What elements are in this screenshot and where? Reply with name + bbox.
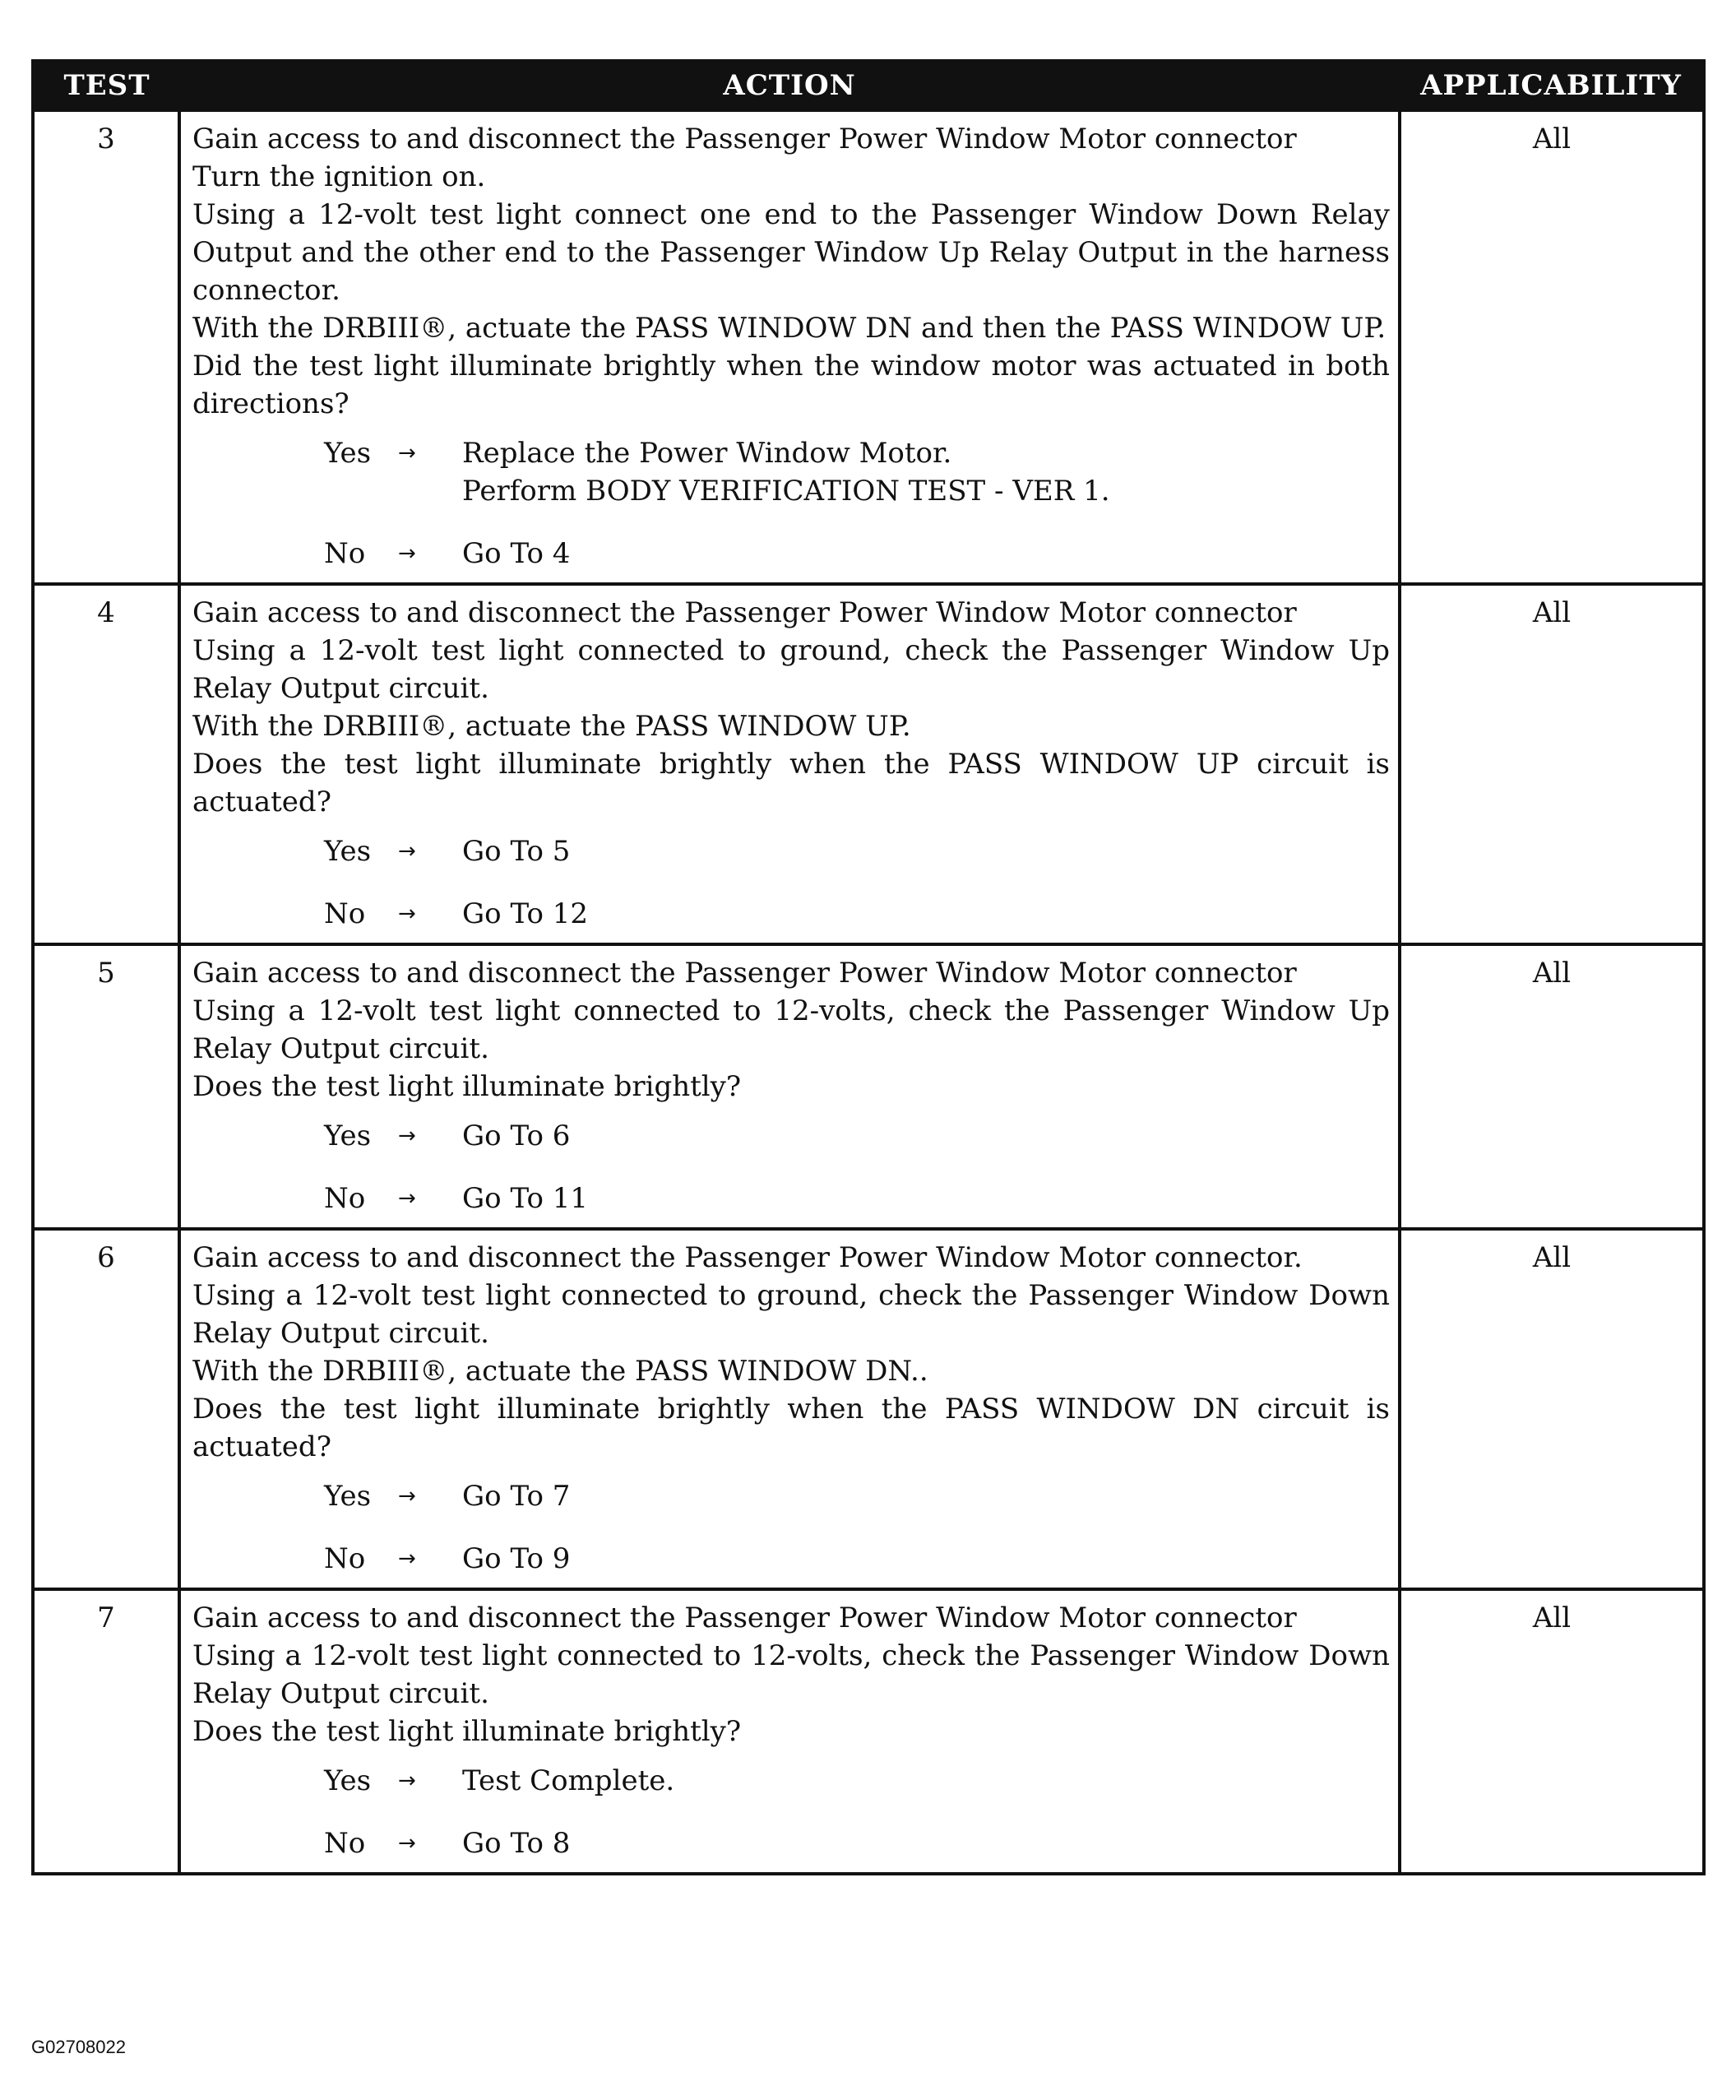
action-instruction: Using a 12-volt test light connected to 12-volts, check the Passenger Window Down Relay Output circuit. bbox=[192, 1639, 1390, 1710]
outcome-label: No bbox=[324, 1182, 366, 1215]
diagnostic-test-table-frame bbox=[31, 59, 1706, 1875]
test-number: 4 bbox=[35, 584, 179, 944]
table-row bbox=[35, 944, 1702, 1229]
outcome-yes bbox=[324, 1762, 1390, 1800]
outcome-result-line: Replace the Power Window Motor. bbox=[462, 437, 952, 470]
outcome-no bbox=[324, 535, 1390, 573]
header-applicability: APPLICABILITY bbox=[1400, 63, 1702, 110]
outcome-label: No bbox=[324, 537, 366, 570]
action-instruction: Does the test light illuminate brightly? bbox=[192, 1070, 742, 1103]
action-cell bbox=[179, 110, 1400, 584]
table-row bbox=[35, 584, 1702, 944]
action-instruction: Does the test light illuminate brightly when the PASS WINDOW UP circuit is actuated? bbox=[192, 748, 1390, 818]
arrow-right-icon: → bbox=[398, 1186, 416, 1211]
applicability-value: All bbox=[1400, 1229, 1702, 1589]
arrow-right-icon: → bbox=[398, 541, 416, 566]
action-instruction: With the DRBIII®, actuate the PASS WINDOW UP. bbox=[192, 710, 911, 743]
outcome-result-line: Go To 7 bbox=[462, 1480, 571, 1513]
outcome-result bbox=[462, 1477, 1390, 1515]
table-body bbox=[35, 110, 1702, 1872]
action-instruction: Does the test light illuminate brightly when the PASS WINDOW DN circuit is actuated? bbox=[192, 1393, 1390, 1463]
outcome-label: Yes bbox=[324, 1764, 372, 1797]
outcome-yes bbox=[324, 1117, 1390, 1155]
applicability-value: All bbox=[1400, 944, 1702, 1229]
outcome-yes bbox=[324, 832, 1390, 870]
table-row bbox=[35, 1229, 1702, 1589]
figure-id: G02708022 bbox=[31, 2037, 126, 2057]
outcome-result bbox=[462, 1117, 1390, 1155]
outcome-result-line: Go To 12 bbox=[462, 897, 589, 930]
outcome-result-line: Go To 11 bbox=[462, 1182, 589, 1215]
outcome-label: No bbox=[324, 1542, 366, 1575]
header-action: ACTION bbox=[179, 63, 1400, 110]
action-instruction: Gain access to and disconnect the Passenger Power Window Motor connector. bbox=[192, 1241, 1303, 1274]
action-instruction: Gain access to and disconnect the Passenger Power Window Motor connector bbox=[192, 1602, 1297, 1634]
action-instruction: Gain access to and disconnect the Passenger Power Window Motor connector bbox=[192, 596, 1297, 629]
action-instruction: With the DRBIII®, actuate the PASS WINDOW DN.. bbox=[192, 1355, 928, 1388]
test-number: 3 bbox=[35, 110, 179, 584]
outcome-result bbox=[462, 434, 1390, 510]
action-instruction: With the DRBIII®, actuate the PASS WINDOW DN and then the PASS WINDOW UP. bbox=[192, 312, 1386, 345]
outcome-label: No bbox=[324, 1827, 366, 1860]
outcome-result bbox=[462, 1540, 1390, 1578]
outcome-result bbox=[462, 1180, 1390, 1217]
outcome-result-line: Go To 4 bbox=[462, 537, 571, 570]
arrow-right-icon: → bbox=[398, 839, 416, 864]
applicability-value: All bbox=[1400, 110, 1702, 584]
outcome-result-line: Go To 9 bbox=[462, 1542, 571, 1575]
outcome-result bbox=[462, 535, 1390, 573]
outcome-yes bbox=[324, 434, 1390, 510]
outcome-no bbox=[324, 895, 1390, 933]
header-test: TEST bbox=[35, 63, 179, 110]
outcomes-list bbox=[192, 1477, 1390, 1578]
outcome-result bbox=[462, 832, 1390, 870]
outcome-result bbox=[462, 1762, 1390, 1800]
outcome-no bbox=[324, 1180, 1390, 1217]
test-number: 7 bbox=[35, 1589, 179, 1872]
outcome-result bbox=[462, 895, 1390, 933]
outcome-label: Yes bbox=[324, 1120, 372, 1152]
arrow-right-icon: → bbox=[398, 902, 416, 926]
table-header-row bbox=[35, 63, 1702, 110]
outcomes-list bbox=[192, 1117, 1390, 1217]
outcome-result-line: Go To 6 bbox=[462, 1120, 571, 1152]
outcome-label: Yes bbox=[324, 1480, 372, 1513]
test-number: 6 bbox=[35, 1229, 179, 1589]
outcome-result-line: Perform BODY VERIFICATION TEST - VER 1. bbox=[462, 475, 1110, 508]
action-instruction: Gain access to and disconnect the Passenger Power Window Motor connector bbox=[192, 957, 1297, 990]
arrow-right-icon: → bbox=[398, 1769, 416, 1793]
arrow-right-icon: → bbox=[398, 1484, 416, 1509]
action-instruction: Does the test light illuminate brightly? bbox=[192, 1715, 742, 1748]
outcome-no bbox=[324, 1540, 1390, 1578]
outcome-yes bbox=[324, 1477, 1390, 1515]
action-instruction: Using a 12-volt test light connected to 12-volts, check the Passenger Window Up Relay Output circuit. bbox=[192, 994, 1390, 1065]
outcomes-list bbox=[192, 1762, 1390, 1862]
action-cell bbox=[179, 1229, 1400, 1589]
applicability-value: All bbox=[1400, 584, 1702, 944]
outcome-label: No bbox=[324, 897, 366, 930]
table-row bbox=[35, 1589, 1702, 1872]
action-cell bbox=[179, 944, 1400, 1229]
outcome-result-line: Go To 8 bbox=[462, 1827, 571, 1860]
action-cell bbox=[179, 1589, 1400, 1872]
arrow-right-icon: → bbox=[398, 1546, 416, 1571]
outcome-result-line: Go To 5 bbox=[462, 835, 571, 868]
action-cell bbox=[179, 584, 1400, 944]
arrow-right-icon: → bbox=[398, 1124, 416, 1148]
outcome-no bbox=[324, 1824, 1390, 1862]
outcomes-list bbox=[192, 832, 1390, 933]
applicability-value: All bbox=[1400, 1589, 1702, 1872]
action-instruction: Using a 12-volt test light connected to ground, check the Passenger Window Up Relay Output circuit. bbox=[192, 634, 1390, 705]
outcome-label: Yes bbox=[324, 437, 372, 470]
test-number: 5 bbox=[35, 944, 179, 1229]
outcomes-list bbox=[192, 434, 1390, 573]
arrow-right-icon: → bbox=[398, 441, 416, 466]
outcome-result bbox=[462, 1824, 1390, 1862]
outcome-label: Yes bbox=[324, 835, 372, 868]
diagnostic-test-table bbox=[35, 63, 1702, 1872]
outcome-result-line: Test Complete. bbox=[462, 1764, 675, 1797]
action-instruction: Gain access to and disconnect the Passenger Power Window Motor connector bbox=[192, 123, 1297, 155]
table-row bbox=[35, 110, 1702, 584]
action-instruction: Using a 12-volt test light connect one end to the Passenger Window Down Relay Output and the other end to the Passenger Window Up Relay Output in the harness connector. bbox=[192, 198, 1390, 307]
action-instruction: Using a 12-volt test light connected to ground, check the Passenger Window Down Relay Output circuit. bbox=[192, 1279, 1390, 1350]
arrow-right-icon: → bbox=[398, 1831, 416, 1856]
action-instruction: Did the test light illuminate brightly when the window motor was actuated in both directions? bbox=[192, 350, 1390, 420]
action-instruction: Turn the ignition on. bbox=[192, 160, 486, 193]
